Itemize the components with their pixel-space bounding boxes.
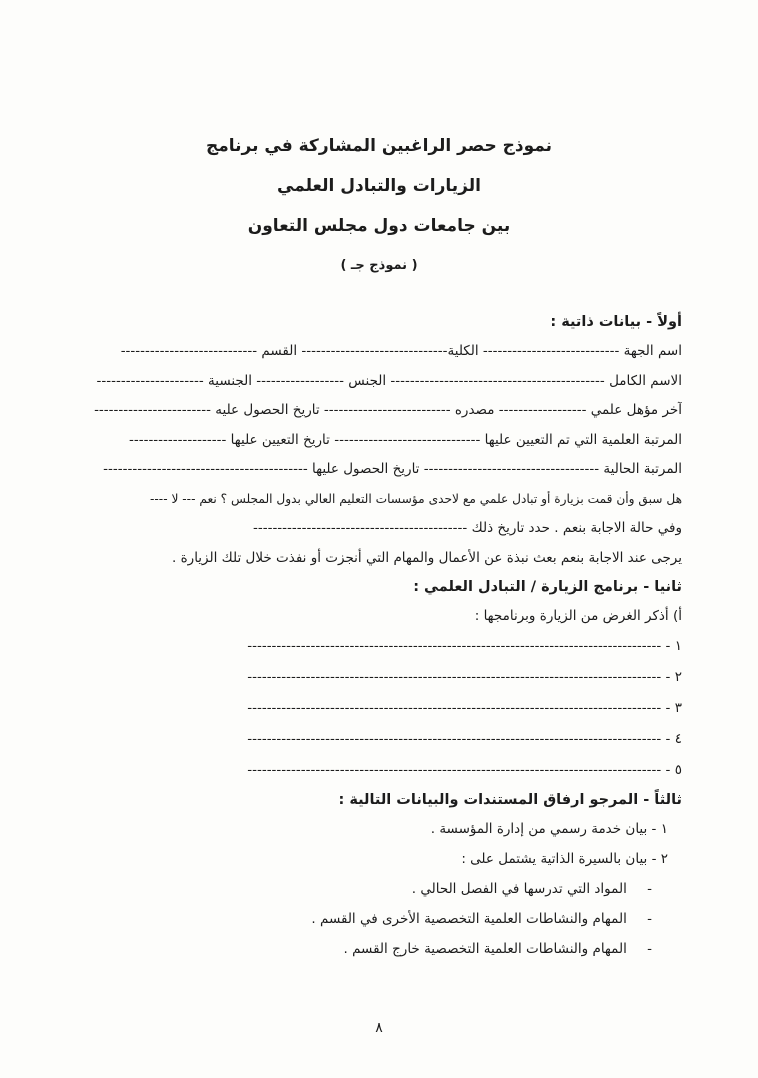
document-title-block: [76, 126, 682, 286]
title-line-1: نموذج حصر الراغبين المشاركة في برنامج: [205, 136, 553, 156]
purpose-item-5: ٥ - -------------------------------------------------------------------------------------: [247, 762, 682, 778]
form-line-qualification-source-date: آخر مؤهل علمي ------------------ مصدره -------------------------- تاريخ الحصول عليه ------------------------: [94, 402, 682, 418]
purpose-item-4: ٤ - -------------------------------------------------------------------------------------: [247, 731, 682, 747]
title-line-form-label: ( نموذج جـ ): [340, 258, 418, 273]
form-body: [76, 308, 682, 964]
bullet-dash-icon: -: [647, 881, 652, 897]
cv-bullet-1-text: المواد التي تدرسها في الفصل الحالي .: [411, 881, 627, 897]
title-line-2: الزيارات والتبادل العلمي: [277, 176, 481, 196]
page-number: ٨: [375, 1020, 383, 1036]
cv-bullet-2-text: المهام والنشاطات العلمية التخصصية الأخرى في القسم .: [311, 911, 627, 927]
bullet-dash-icon: -: [647, 911, 652, 927]
form-line-current-rank-date: المرتبة الحالية ------------------------------------ تاريخ الحصول عليها ------------------------------------------: [103, 461, 682, 477]
form-line-yes-note: يرجى عند الاجابة بنعم بعث نبذة عن الأعمال والمهام التي أنجزت أو نفذت خلال تلك الزيارة .: [172, 549, 682, 566]
cv-bullet-3: [76, 934, 682, 964]
cv-bullet-1: [76, 874, 682, 904]
section-first-heading: أولاً - بيانات ذاتية :: [550, 314, 682, 330]
form-line-prior-visit-question: هل سبق وأن قمت بزيارة أو تبادل علمي مع لاحدى مؤسسات التعليم العالي بدول المجلس ؟ نعم --- لا ----: [150, 491, 682, 506]
attachment-item-1: ١ - بيان خدمة رسمي من إدارة المؤسسة .: [430, 821, 668, 837]
form-line-entity-college-department: اسم الجهة ---------------------------- الكلية------------------------------ القسم ----------------------------: [120, 343, 682, 359]
purpose-item-1: ١ - -------------------------------------------------------------------------------------: [247, 638, 682, 654]
purpose-item-2: ٢ - -------------------------------------------------------------------------------------: [247, 669, 682, 685]
purpose-item-3: ٣ - -------------------------------------------------------------------------------------: [247, 700, 682, 716]
form-line-yes-date: وفي حالة الاجابة بنعم . حدد تاريخ ذلك --------------------------------------------: [252, 520, 682, 536]
purpose-prompt: أ) أذكر الغرض من الزيارة وبرنامجها :: [474, 608, 682, 624]
section-second-heading: ثانيا - برنامج الزيارة / التبادل العلمي :: [413, 579, 682, 595]
section-third-heading: ثالثاً - المرجو ارفاق المستندات والبيانات التالية :: [338, 792, 682, 808]
form-line-appointed-rank-date: المرتبة العلمية التي تم التعيين عليها ------------------------------ تاريخ التعيين عليها --------------------: [128, 431, 682, 448]
cv-bullet-3-text: المهام والنشاطات العلمية التخصصية خارج القسم .: [343, 941, 627, 957]
attachment-item-2: ٢ - بيان بالسيرة الذاتية يشتمل على :: [461, 850, 668, 867]
form-line-fullname-gender-nationality: الاسم الكامل -------------------------------------------- الجنس ------------------ الجنسية ----------------------: [96, 372, 682, 389]
title-line-3: بين جامعات دول مجلس التعاون: [247, 216, 511, 236]
bullet-dash-icon: -: [647, 941, 652, 957]
cv-bullet-2: [76, 904, 682, 934]
